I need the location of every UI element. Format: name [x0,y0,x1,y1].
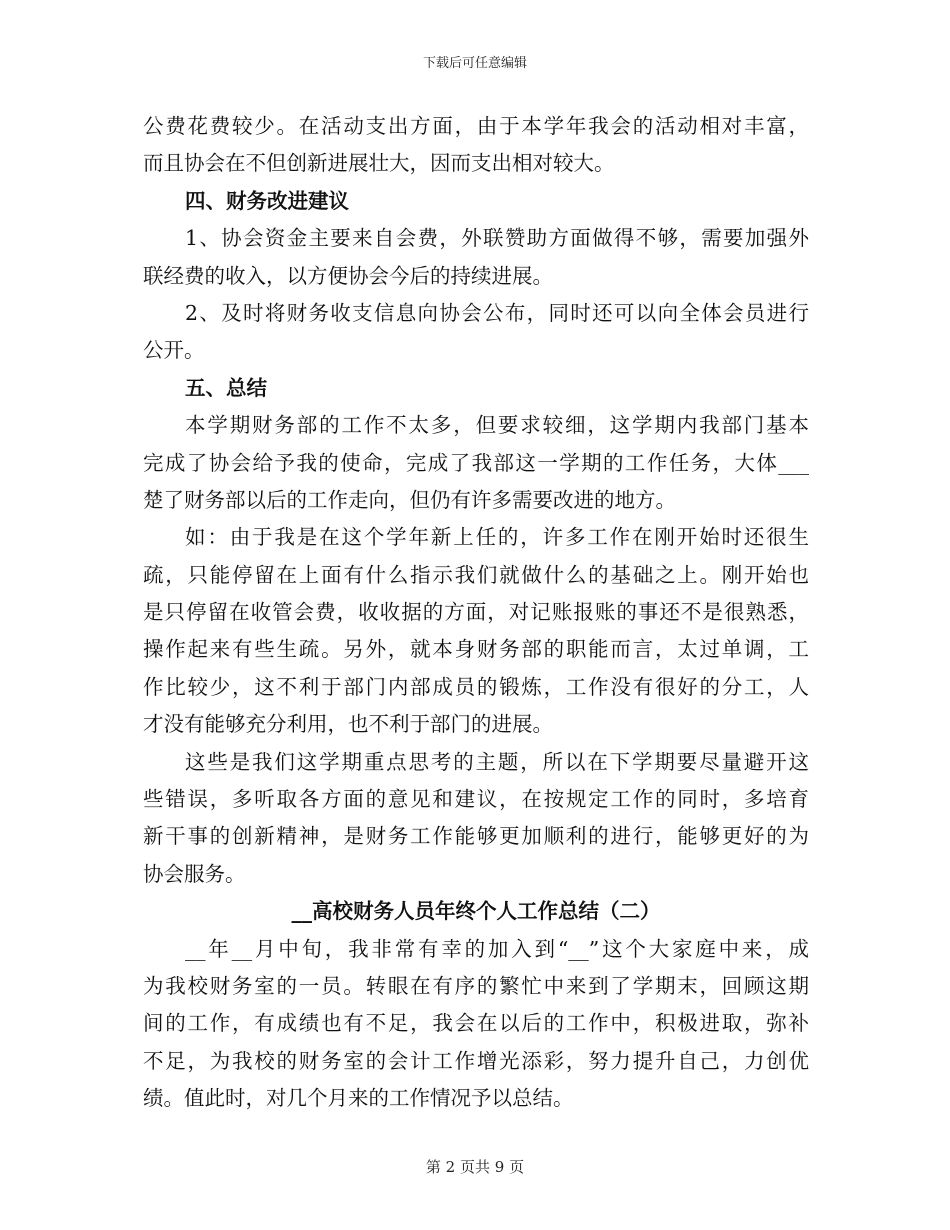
paragraph-line: 这些是我们这学期重点思考的主题，所以在下学期要尽量避开这 [185,749,809,774]
paragraph-line: 操作起来有些生疏。另外，就本身财务部的职能而言，太过单调，工 [143,637,809,662]
paragraph-line: 联经费的收入，以方便协会今后的持续进展。 [143,263,553,288]
paragraph-line: 公开。 [143,338,205,363]
paragraph-line: 是只停留在收管会费，收收据的方面，对记账报账的事还不是很熟悉， [143,600,809,625]
paragraph-line: 间的工作，有成绩也有不足，我会在以后的工作中，积极进取，弥补 [143,1011,809,1036]
paragraph-line: 协会服务。 [143,861,246,886]
document-body [143,108,809,1118]
paragraph-line: 为我校财务室的一员。转眼在有序的繁忙中来到了学期末，回顾这期 [143,973,809,998]
paragraph-line: 新干事的创新精神，是财务工作能够更加顺利的进行，能够更好的为 [143,824,809,849]
document-title: __高校财务人员年终个人工作总结（二） [291,899,661,924]
paragraph-line: 公费花费较少。在活动支出方面，由于本学年我会的活动相对丰富， [143,114,809,138]
paragraph-line: 本学期财务部的工作不太多，但要求较细，这学期内我部门基本 [185,413,809,438]
page-header: 下载后可任意编辑 [422,56,527,71]
paragraph-line: __年__月中旬，我非常有幸的加入到“__”这个大家庭中来，成 [185,936,809,961]
paragraph-line: 不足，为我校的财务室的会计工作增光添彩，努力提升自己，力创优 [143,1048,809,1073]
paragraph-line: 楚了财务部以后的工作走向，但仍有许多需要改进的地方。 [143,487,676,512]
paragraph-line: 才没有能够充分利用，也不利于部门的进展。 [143,712,553,737]
paragraph-line: 作比较少，这不利于部门内部成员的锻炼，工作没有很好的分工，人 [143,674,809,699]
paragraph-line: 1、协会资金主要来自会费，外联赞助方面做得不够，需要加强外 [185,226,809,251]
section-heading: 四、财务改进建议 [185,188,349,213]
section-heading: 五、总结 [185,375,267,400]
paragraph-line: 如：由于我是在这个学年新上任的，许多工作在刚开始时还很生 [185,525,809,550]
paragraph-line: 完成了协会给予我的使命，完成了我部这一学期的工作任务，大体___ [143,450,809,475]
paragraph-line: 而且协会在不但创新进展壮大，因而支出相对较大。 [143,151,615,176]
paragraph-line: 些错误，多听取各方面的意见和建议，在按规定工作的同时，多培育 [143,787,809,812]
paragraph-line: 2、及时将财务收支信息向协会公布，同时还可以向全体会员进行 [185,300,809,325]
page-number: 第 2 页共 9 页 [425,1158,525,1176]
paragraph-line: 疏，只能停留在上面有什么指示我们就做什么的基础之上。刚开始也 [143,562,809,587]
paragraph-line: 绩。值此时，对几个月来的工作情况予以总结。 [143,1086,574,1111]
